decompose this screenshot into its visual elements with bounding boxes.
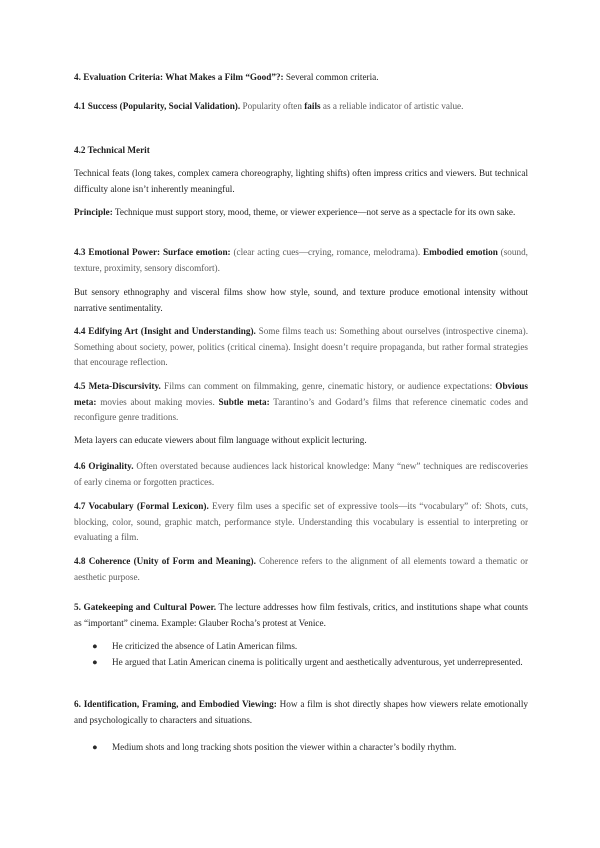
section-4-1-text-b: as a reliable indicator of artistic value. — [320, 101, 464, 111]
section-4-7-title: 4.7 Vocabulary (Formal Lexicon). — [74, 501, 209, 511]
section-4-title: 4. Evaluation Criteria: What Makes a Film “Good”?: — [74, 72, 284, 82]
section-4-2-paragraph: Technical feats (long takes, complex camera choreography, lighting shifts) often impress critics and viewers. But technical difficulty alone isn’t inherently meaningful. — [74, 168, 528, 194]
obvious-meta-label: Obvious meta: — [74, 381, 528, 407]
surface-emotion-text: (clear acting cues—crying, romance, melodrama). — [230, 247, 421, 257]
section-4-6-title: 4.6 Originality. — [74, 461, 134, 471]
section-4-7-text: Every film uses a specific set of expressive tools—its “vocabulary” of: Shots, cuts, blocking, color, sound, graphic match, performance style. Understanding this vocabulary is essential to interpreting or evaluating a film. — [74, 501, 528, 542]
bullet-icon: ● — [92, 657, 98, 667]
embodied-emotion-label: Embodied emotion — [420, 247, 498, 257]
list-item — [92, 639, 528, 655]
section-4-7-paragraph — [74, 499, 528, 546]
section-4-6-text: Often overstated because audiences lack historical knowledge: Many “new” techniques are rediscoveries of early cinema or forgotten practices. — [74, 461, 528, 487]
section-4-5-paragraph — [74, 379, 528, 426]
section-4-1-title: 4.1 Success (Popularity, Social Validation). — [74, 101, 241, 111]
embodied-emotion-text: (sound, texture, proximity, sensory discomfort). — [74, 247, 528, 273]
section-4-5-text-c: Tarantino’s and Godard’s films that reference cinematic codes and reconfigure genre traditions. — [74, 396, 528, 422]
section-4-1-paragraph — [74, 99, 528, 115]
section-4-heading — [74, 70, 528, 86]
section-5-paragraph — [74, 600, 528, 631]
principle-label: Principle: — [74, 207, 113, 217]
bullet-icon: ● — [92, 641, 98, 651]
section-4-8-paragraph — [74, 554, 528, 585]
section-4-3-paragraph — [74, 245, 528, 276]
section-4-5-text-a: Films can comment on filmmaking, genre, cinematic history, or audience expectations: — [160, 381, 496, 391]
section-5-title: 5. Gatekeeping and Cultural Power. — [74, 602, 217, 612]
section-4-4-text: Some films teach us: Something about ourselves (introspective cinema). Something about society, power, politics (critical cinema). Insight doesn’t require propaganda, but rather formal strategies that encourage reflection. — [74, 326, 528, 367]
bullet-icon: ● — [92, 742, 98, 752]
section-5-text: The lecture addresses how film festivals, critics, and institutions shape what counts as “important” cinema. Example: Glauber Rocha’s protest at Venice. — [74, 602, 528, 628]
section-4-5-paragraph-2: Meta layers can educate viewers about film language without explicit lecturing. — [74, 435, 367, 445]
section-4-3-title: 4.3 Emotional Power: — [74, 247, 161, 257]
section-6-title: 6. Identification, Framing, and Embodied Viewing: — [74, 699, 277, 709]
section-4-4-paragraph — [74, 324, 528, 371]
list-item-text: He criticized the absence of Latin American films. — [112, 641, 298, 651]
section-4-6-paragraph — [74, 459, 528, 490]
section-4-4-title: 4.4 Edifying Art (Insight and Understanding). — [74, 326, 256, 336]
list-item — [92, 740, 528, 756]
surface-emotion-label: Surface emotion: — [160, 247, 231, 257]
section-4-3-paragraph-2: But sensory ethnography and visceral films show how style, sound, and texture produce emotional intensity without narrative sentimentality. — [74, 287, 528, 313]
section-4-2-principle — [74, 205, 528, 221]
section-4-8-text: Coherence refers to the alignment of all elements toward a thematic or aesthetic purpose. — [74, 556, 529, 582]
subtle-meta-label: Subtle meta: — [218, 396, 270, 407]
list-item-text: He argued that Latin American cinema is politically urgent and aesthetically adventurous, yet underrepresented. — [112, 657, 523, 667]
section-4-1-emphasis: fails — [304, 101, 321, 111]
section-4-8-title: 4.8 Coherence (Unity of Form and Meaning). — [74, 556, 256, 566]
section-4-5-title: 4.5 Meta-Discursivity. — [74, 381, 161, 391]
section-4-2-title: 4.2 Technical Merit — [74, 145, 150, 155]
section-4-5-text-b: movies about making movies. — [96, 396, 219, 407]
list-item — [92, 655, 528, 671]
list-item-text: Medium shots and long tracking shots position the viewer within a character’s bodily rhythm. — [112, 742, 457, 752]
section-6-paragraph — [74, 697, 528, 728]
principle-text: Technique must support story, mood, theme, or viewer experience—not serve as a spectacle for its own sake. — [112, 207, 516, 217]
section-6-text: How a film is shot directly shapes how viewers relate emotionally and psychologically to characters and situations. — [74, 699, 528, 725]
section-4-text: Several common criteria. — [283, 72, 379, 82]
section-4-2-heading — [74, 143, 528, 159]
section-4-1-text-a: Popularity often — [240, 101, 305, 111]
